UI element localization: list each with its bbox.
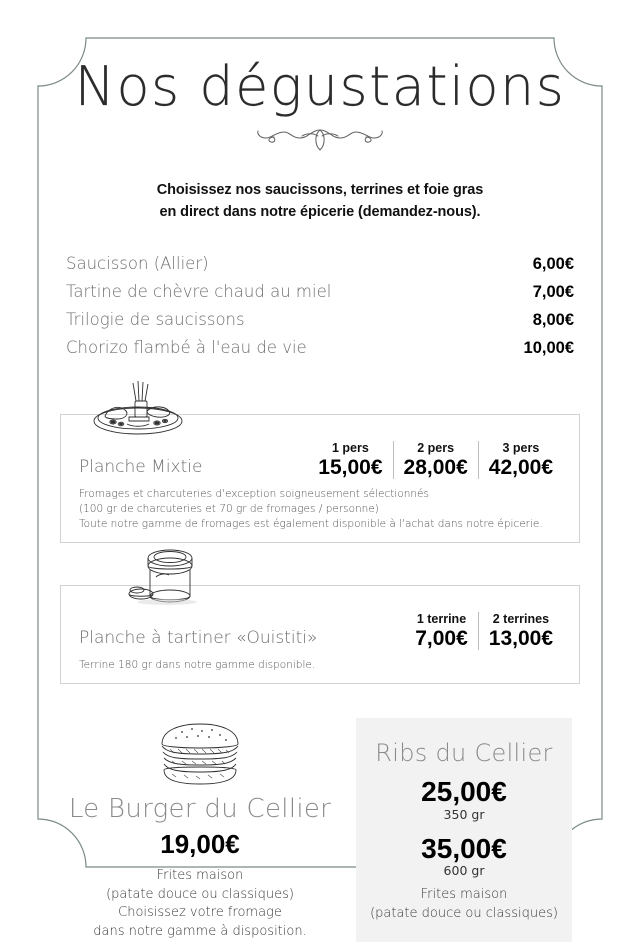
burger-note	[56, 867, 344, 942]
subtitle-line-1: Choisissez nos saucissons, terrines et foie gras	[156, 182, 484, 198]
tier-price: 13,00€	[488, 627, 553, 651]
price-tier-table	[405, 612, 563, 650]
price-tier-table	[308, 441, 563, 479]
ribs-note	[364, 886, 564, 924]
tier-label: 1 pers	[331, 440, 369, 455]
item-name: Trilogie de saucissons	[66, 309, 245, 329]
board-name: Planche Mixtie	[79, 456, 203, 477]
tier-label: 3 pers	[502, 440, 540, 455]
ribs-price-2: 35,00€	[421, 832, 507, 864]
tier-label: 1 terrine	[416, 612, 467, 627]
desc-line-3: Toute notre gamme de fromages est également disponible à l'achat dans notre épicerie.	[79, 517, 543, 530]
board-name: Planche à tartiner «Ouistiti»	[79, 628, 318, 649]
tier-price: 7,00€	[415, 627, 468, 651]
list-item	[66, 338, 574, 358]
burger-illustration-icon	[154, 722, 246, 788]
burger-name: Le Burger du Cellier	[68, 794, 332, 825]
ribs-note-line-1: Frites maison	[420, 887, 508, 903]
burger-price: 19,00€	[160, 829, 240, 860]
header-block	[38, 38, 602, 224]
list-item	[66, 282, 574, 302]
item-price: 8,00€	[532, 310, 574, 329]
burger-note-line-4: dans notre gamme à disposition.	[93, 924, 307, 940]
planche-mixtie-box	[60, 414, 580, 544]
tier-price: 15,00€	[318, 455, 383, 479]
item-price: 7,00€	[532, 282, 574, 301]
item-price: 10,00€	[523, 338, 574, 357]
tasting-price-list	[66, 254, 574, 358]
tier-price: 28,00€	[403, 455, 468, 479]
burger-note-line-3: Choisissez votre fromage	[118, 905, 282, 921]
subtitle-line-2: en direct dans notre épicerie (demandez-nous).	[159, 203, 481, 220]
item-name: Chorizo flambé à l'eau de vie	[66, 337, 307, 357]
price-tier	[405, 612, 478, 650]
price-tier	[478, 612, 563, 650]
item-name: Tartine de chèvre chaud au miel	[66, 281, 332, 301]
board-description	[79, 658, 563, 673]
tier-label: 2 terrines	[492, 612, 550, 627]
burger-block	[56, 718, 344, 942]
ribs-note-line-2: (patate douce ou classiques)	[370, 906, 558, 922]
menu-page	[38, 38, 602, 940]
list-item	[66, 254, 574, 274]
bottom-section	[56, 718, 584, 942]
list-item	[66, 310, 574, 330]
desc-line-2: (100 gr de charcuteries et 70 gr de fromages / personne)	[79, 502, 379, 515]
ribs-weight-1: 350 gr	[443, 806, 485, 822]
item-name: Saucisson (Allier)	[66, 253, 209, 273]
burger-note-line-1: Frites maison	[156, 867, 244, 883]
tier-label: 2 pers	[417, 440, 455, 455]
burger-note-line-2: (patate douce ou classiques)	[106, 886, 294, 902]
charcuterie-platter-illustration-icon	[83, 377, 193, 439]
flourish-divider-icon	[252, 120, 388, 154]
page-title: Nos dégustations	[74, 55, 566, 118]
desc-line-1: Terrine 180 gr dans notre gamme disponible.	[79, 659, 316, 672]
ribs-name: Ribs du Cellier	[375, 739, 553, 768]
board-description	[79, 487, 563, 533]
price-tier	[308, 441, 392, 479]
ribs-price-1: 25,00€	[421, 775, 507, 807]
price-tier	[478, 441, 563, 479]
header-subtitle	[38, 180, 602, 224]
price-tier	[393, 441, 478, 479]
item-price: 6,00€	[532, 254, 574, 273]
desc-line-1: Fromages et charcuteries d'exception soigneusement sélectionnés	[79, 487, 429, 500]
terrine-jar-illustration-icon	[123, 544, 209, 610]
ribs-weight-2: 600 gr	[443, 863, 485, 879]
planche-a-tartiner-box	[60, 585, 580, 684]
ribs-block	[356, 718, 572, 942]
tier-price: 42,00€	[488, 455, 553, 479]
